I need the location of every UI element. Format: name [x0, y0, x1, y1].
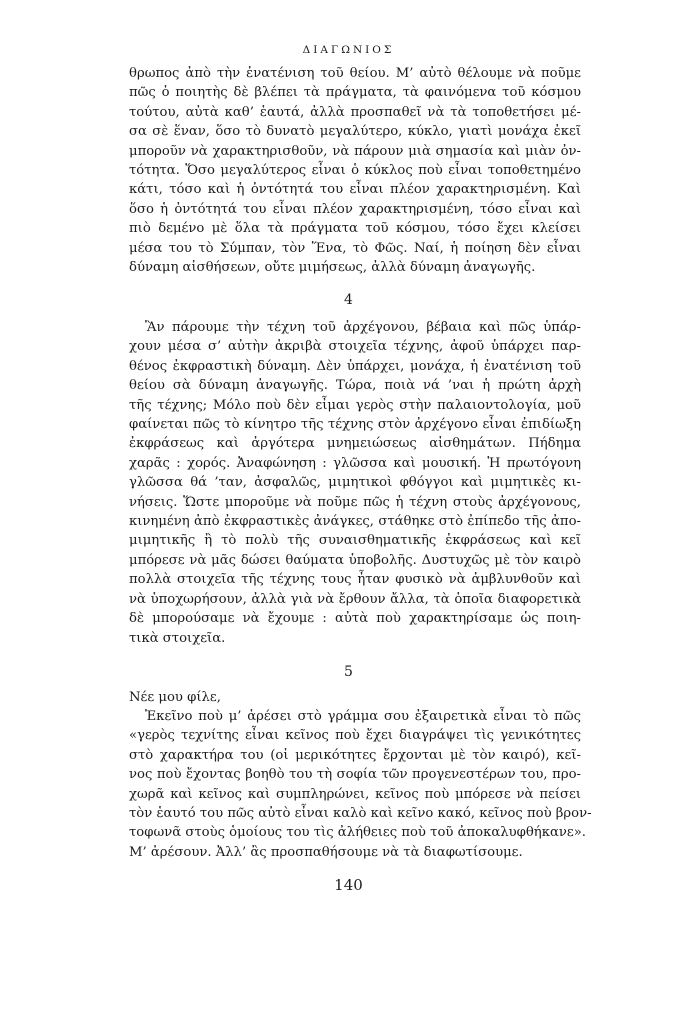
text-line: χουν μέσα σ’ αὐτὴν ἀκριβὰ στοιχεῖα τέχνης, ἀφοῦ ὑπάρχει παρ- [129, 339, 581, 355]
text-line: γλῶσσα θά ’ταν, ἀσφαλῶς, μιμητικοὶ φθόγγοι καὶ μιμητικὲς κι- [129, 475, 581, 491]
text-line: νος ποὺ ἔχοντας βοηθὸ του τὴ σοφία τῶν προγενεστέρων του, προ- [129, 767, 581, 783]
text-line: μιμητικῆς ἢ τὸ πολὺ τῆς συναισθηματικῆς ἐκφράσεως καὶ κεῖ [129, 533, 581, 549]
text-line: κινημένη ἀπὸ ἐκφραστικὲς ἀνάγκες, στάθηκε στὸ ἐπίπεδο τῆς ἀπο- [129, 514, 581, 530]
text-line: πιὸ δεμένο μὲ ὅλα τὰ πράγματα τοῦ κόσμου, τόσο ἔχει κλείσει [129, 221, 581, 237]
section-5-text [129, 707, 592, 862]
text-line: κάτι, τόσο καὶ ἡ ὀντότητά του εἶναι πλέον χαρακτηρισμένη. Καὶ [129, 182, 581, 198]
text-line: ἐκφράσεως καὶ ἀργότερα μνημειώσεως αἰσθημάτων. Πήδημα [129, 436, 581, 452]
text-line: δύναμη αἰσθήσεων, οὔτε μιμήσεως, ἀλλὰ δύναμη ἀναγωγῆς. [129, 260, 536, 276]
text-line: τούτου, αὐτὰ καθ’ ἑαυτά, ἀλλὰ προσπαθεῖ νὰ τὰ τοποθετήσει μέ- [129, 104, 581, 120]
section-number-4: 4 [344, 292, 353, 308]
section-5-salutation [129, 688, 581, 707]
text-line: πολλὰ στοιχεῖα τῆς τέχνης τους ἦταν φυσικὸ νὰ ἀμβλυνθοῦν καὶ [129, 572, 581, 588]
text-line: μέσα του τὸ Σύμπαν, τὸν Ἕνα, τὸ Φῶς. Ναί, ἡ ποίηση δὲν εἶναι [129, 240, 581, 256]
text-line: ὅσο ἡ ὀντότητά του εἶναι πλέον χαρακτηρισμένη, τόσο εἶναι καὶ [129, 201, 581, 217]
text-line: χωρᾶ καὶ κεῖνος καὶ συμπληρώνει, κεῖνος ποὺ μπόρεσε νὰ πείσει [129, 786, 581, 802]
text-line: θένος ἐκφραστικὴ δύναμη. Δὲν ὑπάρχει, μονάχα, ἡ ἐνατένιση τοῦ [129, 358, 581, 374]
section-number-5: 5 [344, 664, 353, 680]
text-line: θρωπος ἀπὸ τὴν ἐνατένιση τοῦ θείου. Μ’ αὐτὸ θέλουμε νὰ ποῦμε [129, 66, 581, 81]
text-line: πῶς ὁ ποιητὴς δὲ βλέπει τὰ πράγματα, τὰ φαινόμενα τοῦ κόσμου [129, 85, 581, 101]
text-line: νὰ ὑποχωρήσουν, ἀλλὰ γιὰ νὰ ἔρθουν ἄλλα, τὰ ὁποῖα διαφορετικὰ [129, 591, 581, 607]
text-line: Μ’ ἀρέσουν. Ἀλλ’ ἂς προσπαθήσουμε νὰ τὰ διαφωτίσουμε. [129, 844, 523, 860]
text-line: τὸν ἑαυτό του πῶς αὐτὸ εἶναι καλὸ καὶ κεῖνο κακό, κεῖνος ποὺ βρον- [129, 806, 592, 822]
text-line: τότητα. Ὅσο μεγαλύτερος εἶναι ὁ κύκλος ποὺ εἶναι τοποθετημένο [129, 163, 581, 179]
paragraph-block-1 [129, 64, 581, 277]
text-line: τικὰ στοιχεῖα. [129, 630, 226, 646]
text-line: τῆς τέχνης; Μόλο ποὺ δὲν εἶμαι γερὸς στὴν παλαιοντολογία, μοῦ [129, 397, 581, 413]
text-line: σα σὲ ἕναν, ὅσο τὸ δυνατὸ μεγαλύτερο, κύκλο, γιατὶ μονάχα ἐκεῖ [129, 124, 581, 140]
text-line: φαίνεται πῶς τὸ κίνητρο τῆς τέχνης στὸν ἀρχέγονο εἶναι ἐπιδίωξη [129, 417, 581, 433]
text-line: θείου σὰ δύναμη ἀναγωγῆς. Τώρα, ποιὰ νά ’ναι ἡ πρώτη ἀρχὴ [129, 378, 581, 394]
text-line: δὲ μπορούσαμε νὰ ἔχουμε : αὐτὰ ποὺ χαρακτηρίσαμε ὡς ποιη- [129, 611, 581, 627]
text-line: Ἂν πάρουμε τὴν τέχνη τοῦ ἀρχέγονου, βέβαια καὶ πῶς ὑπάρ- [145, 320, 581, 335]
salutation: Νέε μου φίλε, [129, 690, 221, 705]
section-4-text [129, 318, 581, 648]
text-line: τοφωνᾶ στοὺς ὁμοίους του τὶς ἀλήθειες ποὺ τοῦ ἀποκαλυφθήκανε». [129, 825, 586, 841]
text-line: μποροῦν νὰ χαρακτηρισθοῦν, νὰ πάρουν μιὰ σημασία καὶ μιὰν ὀν- [129, 143, 581, 159]
page-number: 140 [334, 876, 363, 894]
text-line: «γερὸς τεχνίτης εἶναι κεῖνος ποὺ ἔχει διαγράψει τὶς γενικότητες [129, 728, 581, 744]
text-line: μπόρεσε νὰ μᾶς δώσει θαύματα ὑποβολῆς. Δυστυχῶς μὲ τὸν καιρὸ [129, 552, 581, 568]
text-line: χαρᾶς : χορός. Ἀναφώνηση : γλῶσσα καὶ μουσική. Ἡ πρωτόγονη [129, 455, 581, 471]
text-line: Ἐκεῖνο ποὺ μ’ ἀρέσει στὸ γράμμα σου ἐξαιρετικὰ εἶναι τὸ πῶς [145, 709, 581, 724]
text-line: νήσεις. Ὥστε μποροῦμε νὰ ποῦμε πῶς ἡ τέχνη στοὺς ἀρχέγονους, [129, 494, 581, 510]
text-line: στὸ χαρακτήρα του (οἱ μερικότητες ἔρχονται μὲ τὸν καιρό), κεῖ- [129, 747, 581, 763]
running-header: ΔΙΑΓΩΝΙΟΣ [302, 44, 395, 56]
